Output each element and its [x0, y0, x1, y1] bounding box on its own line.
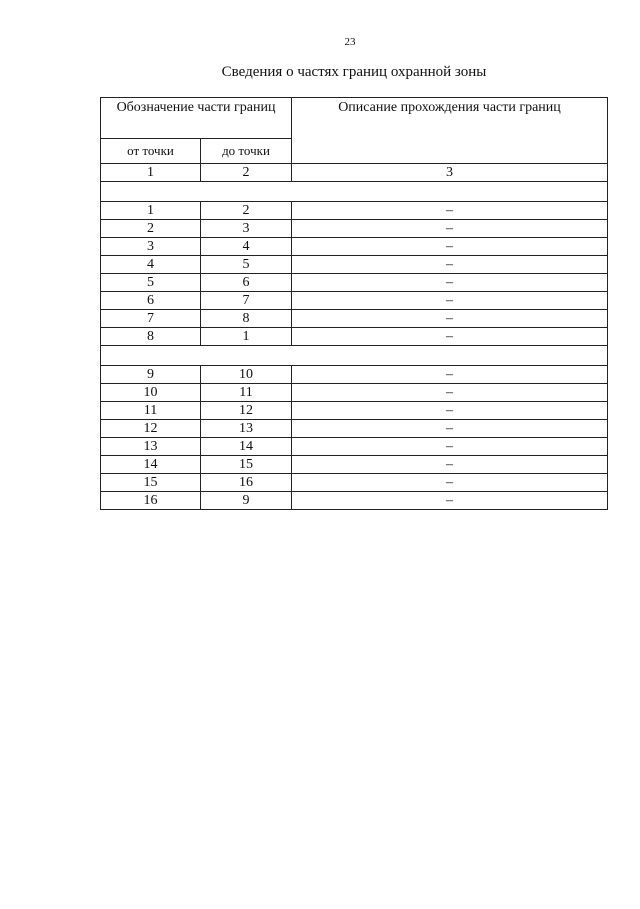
header-to-point: до точки: [201, 139, 292, 164]
table-row: [101, 292, 608, 310]
description-cell: –: [292, 456, 608, 474]
to-point-cell: 10: [201, 366, 292, 384]
to-point-cell: 5: [201, 256, 292, 274]
group-label: [101, 182, 608, 202]
to-point-cell: 6: [201, 274, 292, 292]
page-number: 23: [344, 36, 356, 48]
to-point-cell: 2: [201, 202, 292, 220]
group-separator-row: [101, 182, 608, 202]
from-point-cell: 4: [101, 256, 201, 274]
from-point-cell: 8: [101, 328, 201, 346]
table-row: [101, 328, 608, 346]
to-point-cell: 4: [201, 238, 292, 256]
column-number-row: [101, 164, 608, 182]
from-point-cell: 15: [101, 474, 201, 492]
table-row: [101, 456, 608, 474]
description-cell: –: [292, 328, 608, 346]
boundary-parts-table: [100, 97, 608, 510]
group-label: [101, 346, 608, 366]
document-title: Сведения о частях границ охранной зоны: [221, 64, 487, 80]
table-row: [101, 202, 608, 220]
description-cell: –: [292, 202, 608, 220]
table-row: [101, 366, 608, 384]
description-cell: –: [292, 274, 608, 292]
description-cell: –: [292, 438, 608, 456]
table-row: [101, 420, 608, 438]
table-row: [101, 220, 608, 238]
to-point-cell: 7: [201, 292, 292, 310]
from-point-cell: 14: [101, 456, 201, 474]
description-cell: –: [292, 492, 608, 510]
to-point-cell: 13: [201, 420, 292, 438]
table-header-row: [101, 98, 608, 139]
table-row: [101, 238, 608, 256]
to-point-cell: 1: [201, 328, 292, 346]
to-point-cell: 9: [201, 492, 292, 510]
from-point-cell: 12: [101, 420, 201, 438]
to-point-cell: 16: [201, 474, 292, 492]
table-row: [101, 402, 608, 420]
to-point-cell: 8: [201, 310, 292, 328]
from-point-cell: 7: [101, 310, 201, 328]
header-description-label: Описание прохождения части границ: [292, 98, 608, 164]
description-cell: –: [292, 366, 608, 384]
to-point-cell: 11: [201, 384, 292, 402]
to-point-cell: 15: [201, 456, 292, 474]
table-row: [101, 384, 608, 402]
description-cell: –: [292, 402, 608, 420]
table-row: [101, 310, 608, 328]
to-point-cell: 3: [201, 220, 292, 238]
description-cell: –: [292, 238, 608, 256]
table-row: [101, 474, 608, 492]
from-point-cell: 16: [101, 492, 201, 510]
description-cell: –: [292, 474, 608, 492]
table-row: [101, 492, 608, 510]
description-cell: –: [292, 310, 608, 328]
from-point-cell: 9: [101, 366, 201, 384]
table-row: [101, 438, 608, 456]
from-point-cell: 5: [101, 274, 201, 292]
header-from-point: от точки: [101, 139, 201, 164]
from-point-cell: 1: [101, 202, 201, 220]
header-parts-label: Обозначение части границ: [101, 98, 292, 139]
description-cell: –: [292, 220, 608, 238]
to-point-cell: 14: [201, 438, 292, 456]
from-point-cell: 11: [101, 402, 201, 420]
description-cell: –: [292, 292, 608, 310]
table-row: [101, 274, 608, 292]
from-point-cell: 2: [101, 220, 201, 238]
table-row: [101, 256, 608, 274]
column-number: 2: [201, 164, 292, 182]
from-point-cell: 10: [101, 384, 201, 402]
description-cell: –: [292, 256, 608, 274]
from-point-cell: 13: [101, 438, 201, 456]
column-number: 3: [292, 164, 608, 182]
description-cell: –: [292, 384, 608, 402]
description-cell: –: [292, 420, 608, 438]
from-point-cell: 6: [101, 292, 201, 310]
to-point-cell: 12: [201, 402, 292, 420]
group-separator-row: [101, 346, 608, 366]
from-point-cell: 3: [101, 238, 201, 256]
column-number: 1: [101, 164, 201, 182]
